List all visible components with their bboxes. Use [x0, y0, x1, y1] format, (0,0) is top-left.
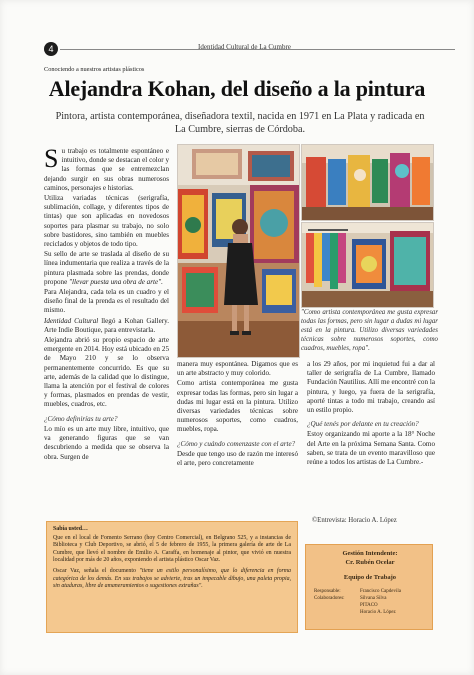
- gestion-name: Cr. Rubén Ocelar: [345, 559, 395, 566]
- section-label: Conociendo a nuestros artistas plásticos: [44, 66, 145, 73]
- interview-question: ¿Qué tenés por delante en tu creación?: [307, 420, 419, 429]
- responsable-name: Francisco Capdevila: [360, 589, 401, 594]
- photo-caption: "Como artista contemporánea me gusta expresar todas las formas, pero sin lugar a dudas mi lugar está en la pintura. Utilizo diversas variedades técnicas sobre numerosos soportes, como cuadros, muebles, ropa".: [301, 309, 438, 352]
- drop-cap: S: [44, 144, 59, 173]
- paragraph: u trabajo es totalmente espontáneo e intuitivo, donde se destacan el color y las formas que se entremezclan dejando surgir en sus obras numerosos caminos, personajes e historias.: [44, 147, 169, 192]
- article-column-2: [177, 360, 298, 469]
- paragraph: Utiliza variadas técnicas (serigrafía, sublimación, collage, y diferentes tipos de tintas) que son aplicadas en novedosos soportes para plasmar su trabajo, no solo sobre bastidores, sino también en muebles reciclados y objetos de todo tipo.: [44, 194, 169, 249]
- article-column-3: [307, 360, 435, 468]
- interview-question: ¿Cómo y cuándo comenzaste con el arte?: [177, 439, 296, 448]
- did-you-know-title: Sabía usted…: [53, 526, 88, 532]
- page-number-badge: 4: [44, 42, 58, 56]
- article-subtitle: Pintora, artista contemporánea, diseñadora textil, nacida en 1971 en La Plata y radicada en La Cumbre, sierras de Córdoba.: [55, 111, 425, 135]
- article-column-1: [44, 144, 169, 463]
- did-you-know-box: [46, 521, 298, 633]
- did-you-know-paragraph: Oscar Vaz, señala el documento: [53, 567, 136, 574]
- gestion-title: Gestión Intendente:: [342, 550, 398, 557]
- responsable-label: Responsable:: [314, 589, 341, 594]
- colaborador-name: Silvana Silva: [360, 596, 387, 601]
- colaboradores-label: Colaboradores:: [314, 596, 345, 601]
- interview-answer: Desde que tengo uso de razón me interesó el arte, pero concretamente: [177, 449, 298, 468]
- paragraph: Alejandra abrió su propio espacio de arte emergente en 2014. Hoy está ubicado en 25 de Mayo 210 y se lo observa permanentemente concurrido. Es que su arte, además de la calidad que lo distingue, llama la atención por el festival de colores y formas, plasmados en prendas de vestir, muebles, cuadros, etc.: [44, 336, 169, 409]
- did-you-know-paragraph: Que en el local de Fomento Serrano (hoy Centro Comercial), en Belgrano 525, y a instancias de Biblioteca y Club Deportivo, se abrió, el 5 de febrero de 1955, la primera galería de arte de La Cumbre, que llevó el nombre de Emilio A. Caraffa, en homenaje al pintor, que vivió en nuestra localidad por más de 20 años, exponiendo el artista plástico Oscar Vaz.: [53, 534, 291, 564]
- paragraph: Su sello de arte se traslada al diseño de su línea indumentaria que realiza a través de la pintura plasmada sobre las prendas, donde propone: [44, 250, 169, 286]
- publication-title: Identidad Cultural de La Cumbre: [198, 43, 291, 51]
- colaborador-name: PITACO: [360, 603, 378, 608]
- colaborador-name: Horacio A. López: [360, 610, 396, 615]
- interview-question: ¿Cómo definirías tu arte?: [44, 414, 118, 423]
- quote: "llevar puesta una obra de arte".: [69, 277, 163, 286]
- paragraph: llegó a Kohan Gallery. Arte Indie Boutique, para entrevistarla.: [44, 316, 169, 334]
- article-title: Alejandra Kohan, del diseño a la pintura: [48, 76, 426, 101]
- gallery-photo-1: [301, 144, 434, 221]
- interview-answer: Estoy organizando mi aporte a la 18° Noche del Arte en la próxima Semana Santa. Como saben, se trata de un evento maravilloso que reúne a todos los artistas de La Cumbre.-: [307, 430, 435, 467]
- gallery-photo-2: [301, 222, 434, 308]
- staff-box: [305, 544, 433, 630]
- team-title: Equipo de Trabajo: [343, 574, 397, 581]
- magazine-name: Identidad Cultural: [44, 316, 99, 325]
- interview-answer: Lo mío es un arte muy libre, intuitivo, que va generando figuras que se van descubriendo a medida que se observa la obra. Surgen de: [44, 424, 169, 461]
- artist-photo: [177, 144, 300, 358]
- did-you-know-quote: "tiene un estilo personalísimo, que lo diferencia en forma categórica de los demás. En sus trabajos se advierte, tras un impecable dibujo, una paleta propia, sin ataduras, libre de amaneramientos o sugestiones extrañas".: [53, 567, 292, 590]
- paragraph: a los 29 años, por mi inquietud fui a dar al taller de serigrafía de La Cumbre, llamado Fundación Nautilius. Allí me encontré con la pintura, y luego, ya fuera de la serigrafía, aporté tintas a todo mi trabajo, creando así un estilo propio.: [307, 360, 435, 415]
- interview-credit: ©Entrevista: Horacio A. López: [312, 517, 397, 524]
- paragraph: Para Alejandra, cada tela es un cuadro y el diseño final de la prenda es el resultado del mismo.: [44, 288, 169, 315]
- paragraph: manera muy espontánea. Digamos que es un arte abstracto y muy colorido.: [177, 360, 298, 378]
- paragraph: Como artista contemporánea me gusta expresar todas las formas, pero sin lugar a dudas mi lugar está en la pintura. Utilizo diversas variedades técnicas sobre numerosos soportes, como cuadros, muebles, ropa.: [177, 379, 298, 434]
